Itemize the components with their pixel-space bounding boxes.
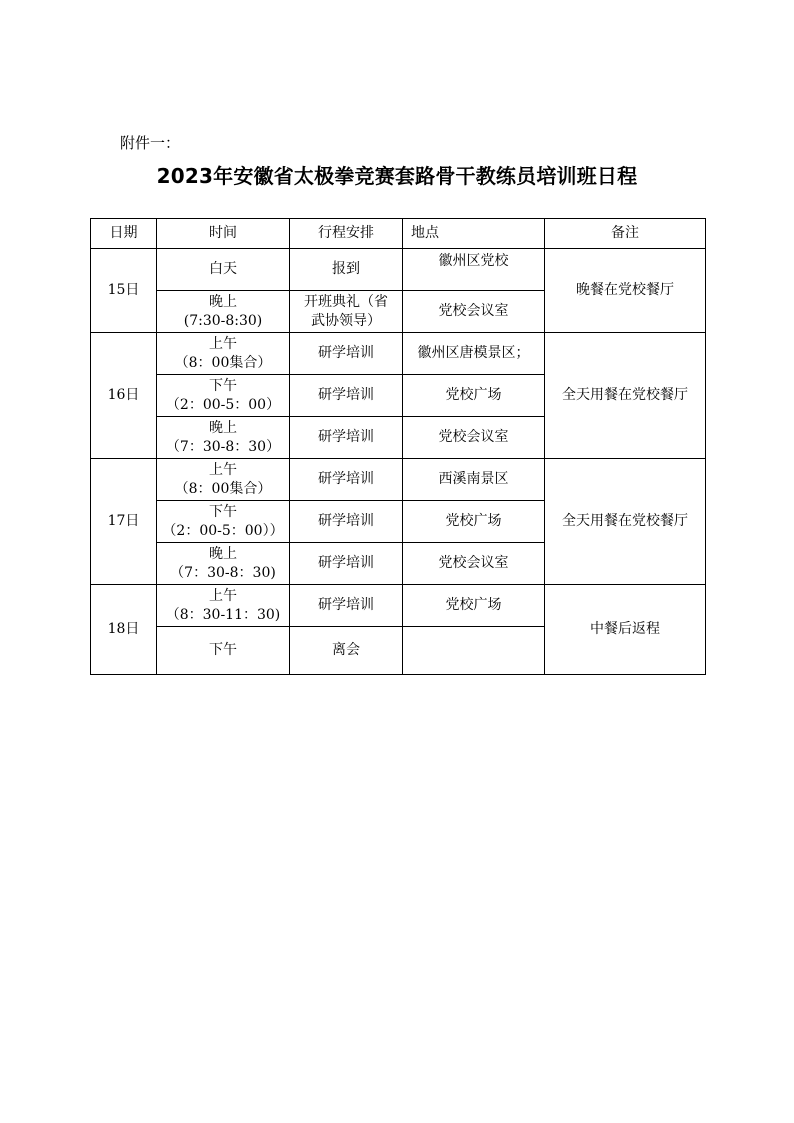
time-cell <box>157 585 290 627</box>
note-cell: 晚餐在党校餐厅 <box>545 249 706 333</box>
time-cell <box>157 375 290 417</box>
time-label: 下午 <box>209 377 237 394</box>
activity-text: 研学培训 <box>318 429 374 445</box>
header-activity: 行程安排 <box>290 219 403 249</box>
time-range: （8：00集合） <box>174 480 272 497</box>
location-cell: 党校会议室 <box>403 291 545 333</box>
activity-text: 研学培训 <box>318 555 374 571</box>
time-cell <box>157 501 290 543</box>
time-range: （7：30-8：30） <box>165 438 281 455</box>
activity-text: 研学培训 <box>318 345 374 361</box>
header-date: 日期 <box>91 219 157 249</box>
time-range: （2：00-5：00） <box>165 396 281 413</box>
date-cell: 18日 <box>91 585 157 675</box>
location-cell: 党校会议室 <box>403 543 545 585</box>
time-cell <box>157 417 290 459</box>
time-range: （8：30-11：30) <box>165 606 281 623</box>
schedule-table <box>90 218 706 675</box>
time-label: 晚上 <box>209 545 237 562</box>
time-range: （8：00集合） <box>174 354 272 371</box>
time-label: 上午 <box>209 587 237 604</box>
date-cell: 17日 <box>91 459 157 585</box>
header-row <box>91 219 706 249</box>
note-cell: 全天用餐在党校餐厅 <box>545 333 706 459</box>
activity-cell <box>290 459 403 501</box>
time-cell <box>157 459 290 501</box>
table-row <box>91 459 706 501</box>
location-cell: 西溪南景区 <box>403 459 545 501</box>
activity-text: 研学培训 <box>318 471 374 487</box>
time-cell <box>157 333 290 375</box>
time-label: 上午 <box>209 335 237 352</box>
activity-cell <box>290 291 403 333</box>
time-label: 晚上 <box>209 419 237 436</box>
time-label: 下午 <box>209 503 237 520</box>
time-range: （7：30-8：30) <box>170 564 276 581</box>
location-cell: 党校广场 <box>403 501 545 543</box>
activity-cell <box>290 543 403 585</box>
date-cell: 15日 <box>91 249 157 333</box>
activity-cell <box>290 501 403 543</box>
time-cell <box>157 543 290 585</box>
activity-cell <box>290 627 403 675</box>
time-cell <box>157 627 290 675</box>
time-label: 晚上 <box>209 293 237 310</box>
activity-cell <box>290 417 403 459</box>
header-location: 地点 <box>403 219 545 249</box>
header-time: 时间 <box>157 219 290 249</box>
activity-text: 离会 <box>332 642 360 658</box>
time-label: 上午 <box>209 461 237 478</box>
time-label: 下午 <box>209 642 237 658</box>
activity-cell <box>290 585 403 627</box>
activity-text: 研学培训 <box>318 597 374 613</box>
time-cell <box>157 291 290 333</box>
header-note: 备注 <box>545 219 706 249</box>
table-row <box>91 249 706 291</box>
activity-cell <box>290 375 403 417</box>
activity-text: 开班典礼（省 <box>304 293 388 310</box>
attachment-label: 附件一： <box>120 134 181 152</box>
date-cell: 16日 <box>91 333 157 459</box>
location-cell <box>403 627 545 675</box>
time-range: (7:30-8:30) <box>183 312 263 329</box>
note-cell: 中餐后返程 <box>545 585 706 675</box>
location-cell: 党校广场 <box>403 585 545 627</box>
page-title: 2023年安徽省太极拳竞赛套路骨干教练员培训班日程 <box>156 164 638 188</box>
table-row <box>91 585 706 627</box>
note-cell: 全天用餐在党校餐厅 <box>545 459 706 585</box>
location-cell: 党校广场 <box>403 375 545 417</box>
activity-text: 报到 <box>332 261 360 277</box>
location-cell: 徽州区唐模景区； <box>403 333 545 375</box>
location-cell: 徽州区党校 <box>403 249 545 291</box>
activity-cell <box>290 249 403 291</box>
time-label: 白天 <box>209 261 237 277</box>
activity-text: 研学培训 <box>318 513 374 529</box>
time-range: （2：00-5：00）） <box>162 522 284 539</box>
time-cell <box>157 249 290 291</box>
location-cell: 党校会议室 <box>403 417 545 459</box>
table-row <box>91 333 706 375</box>
activity-text: 武协领导） <box>311 312 381 329</box>
activity-text: 研学培训 <box>318 387 374 403</box>
activity-cell <box>290 333 403 375</box>
